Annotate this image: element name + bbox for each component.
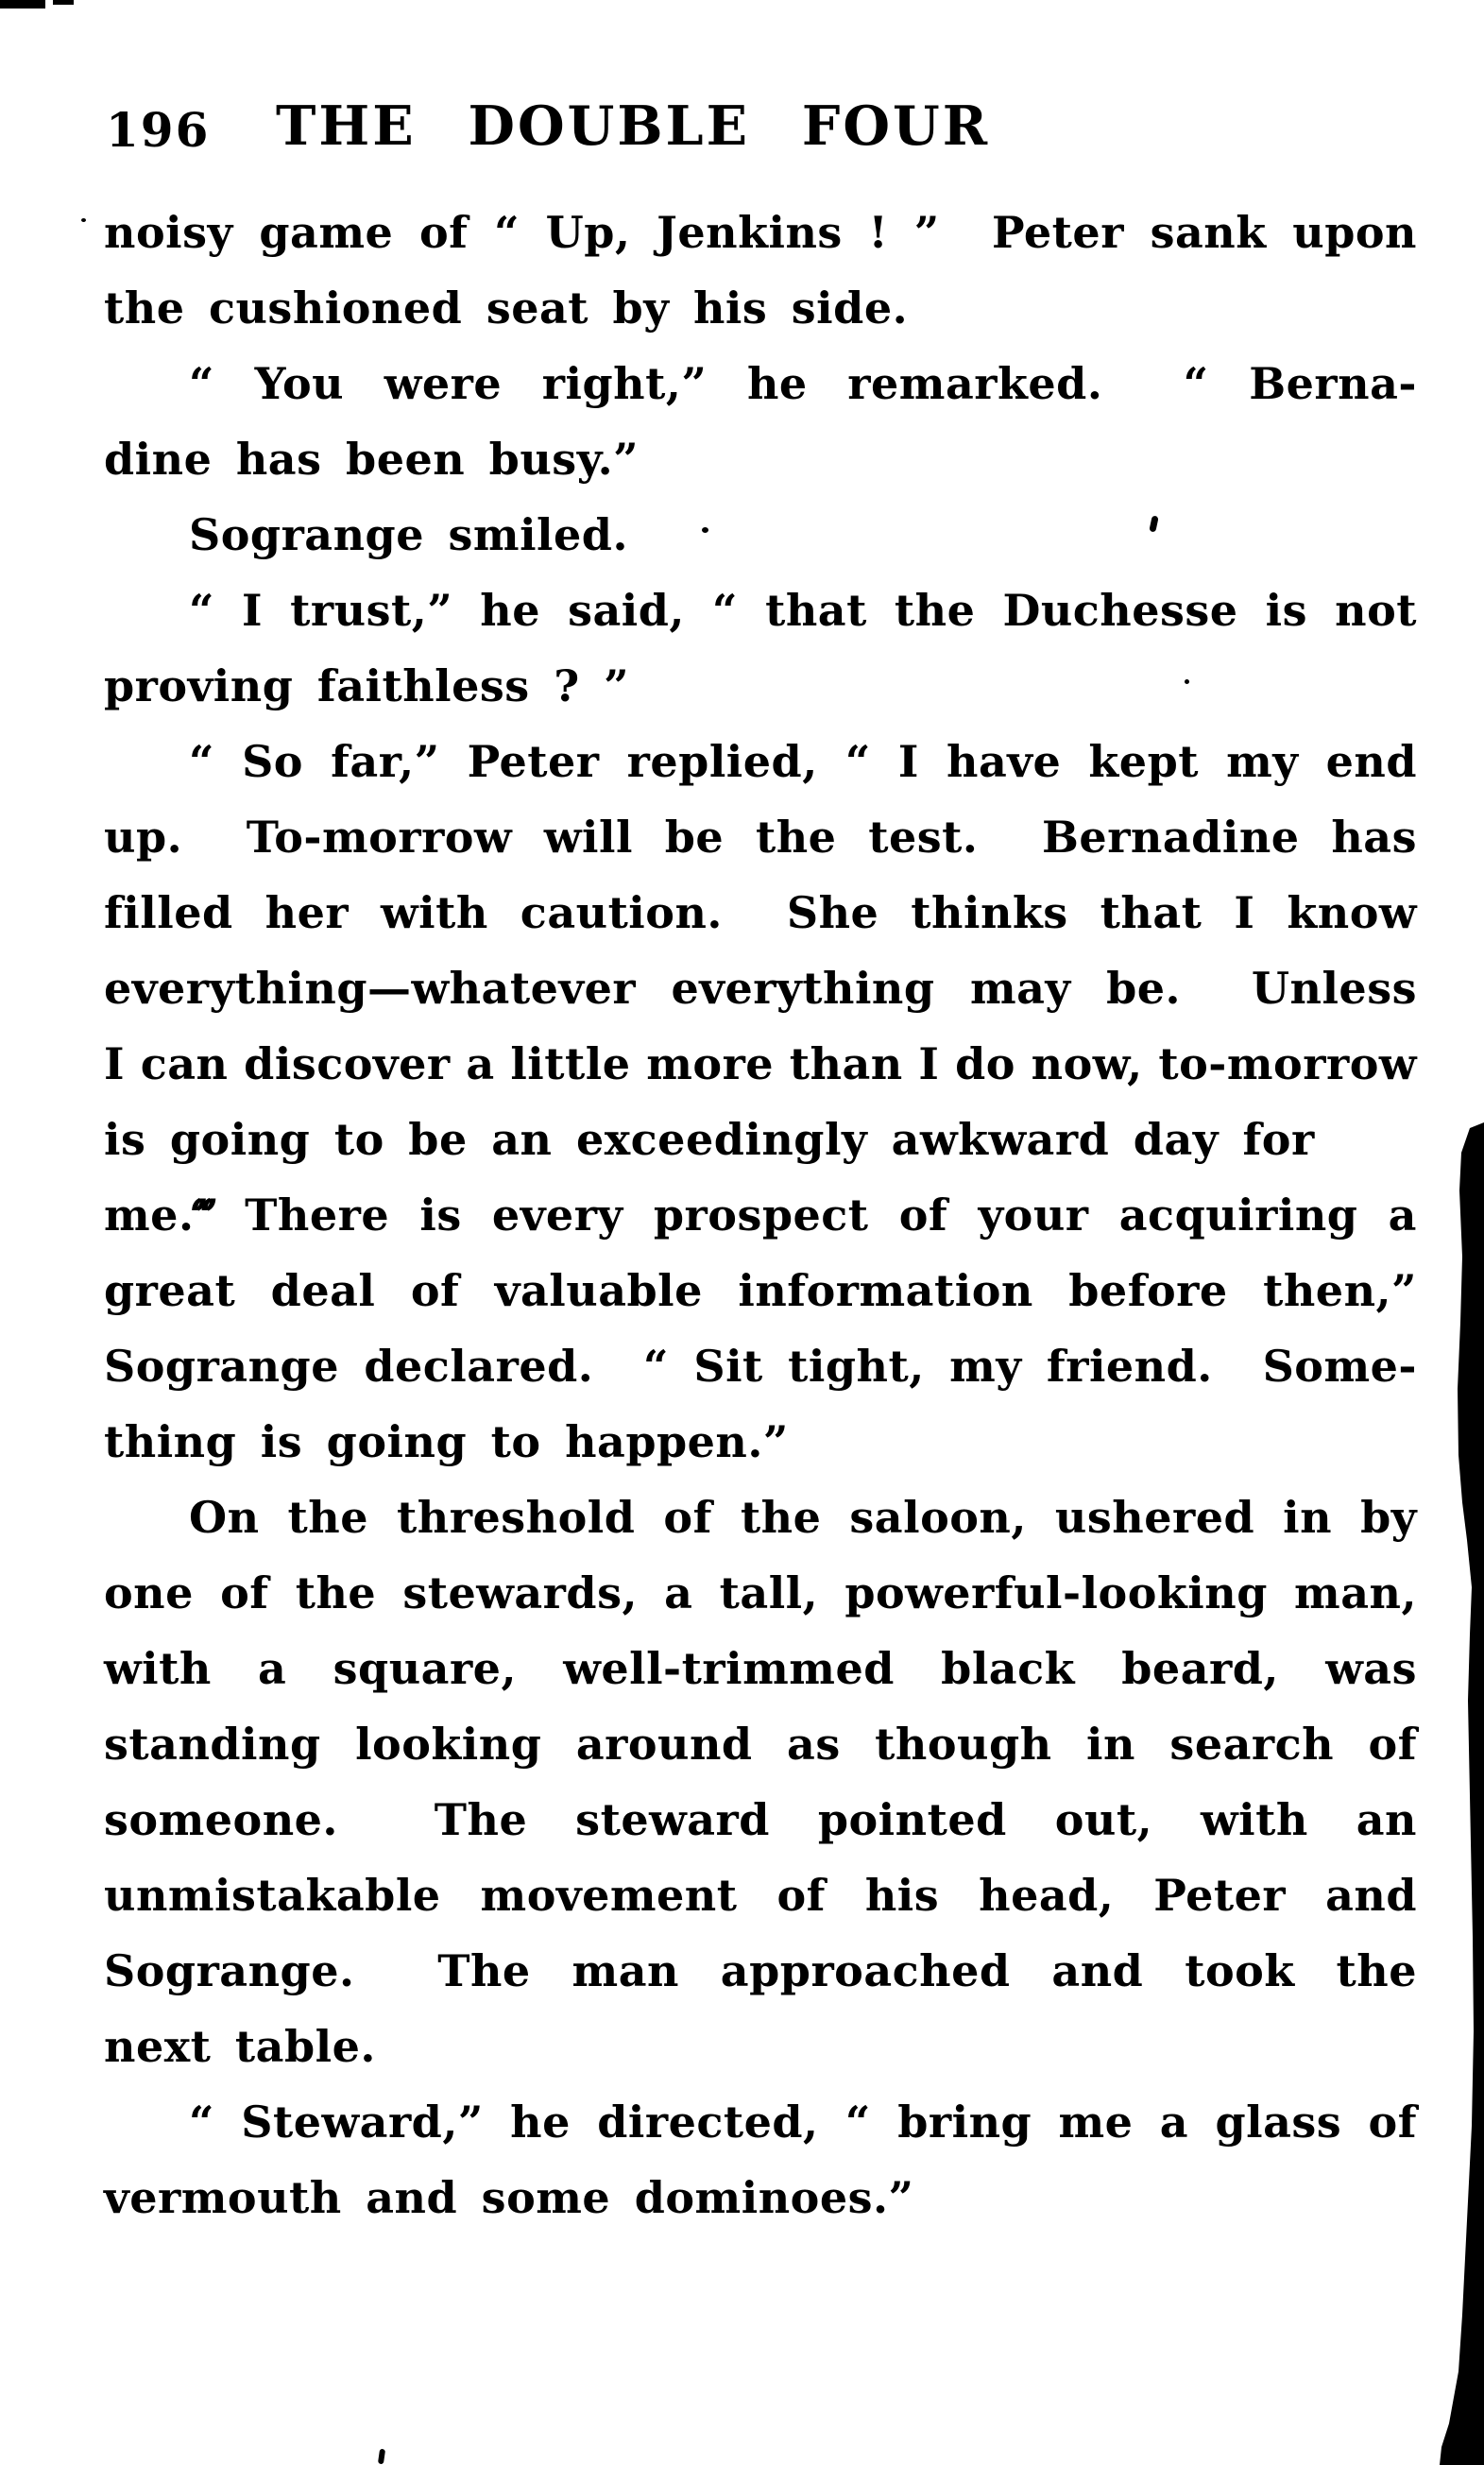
text-line: proving faithless ? ” — [104, 660, 630, 711]
text-line: Sogrange. The man approached and took the — [104, 1945, 1417, 1996]
scan-speck-top-edge-left — [0, 0, 45, 9]
text-line: one of the stewards, a tall, powerful-looking man, — [104, 1567, 1417, 1618]
page-text — [104, 195, 1417, 2235]
text-line: On the threshold of the saloon, ushered in by — [189, 1492, 1417, 1543]
text-line: unmistakable movement of his head, Peter and — [104, 1870, 1417, 1921]
text-line: great deal of valuable information before then,” — [104, 1265, 1417, 1316]
text-line: with a square, well-trimmed black beard, was — [104, 1643, 1417, 1694]
scan-speck-left-margin — [81, 218, 86, 222]
scan-speck-right-margin — [1185, 679, 1189, 684]
scan-speck-after-smiled — [702, 527, 708, 533]
text-line: “ So far,” Peter replied, “ I have kept my end — [189, 736, 1417, 787]
text-line: noisy game of “ Up, Jenkins ! ” Peter sank upon — [104, 207, 1417, 258]
text-line: standing looking around as though in search of — [104, 1719, 1417, 1770]
text-line: “ Steward,” he directed, “ bring me a glass of — [189, 2097, 1417, 2148]
running-title: THE DOUBLE FOUR — [276, 94, 991, 158]
text-line: up. To-morrow will be the test. Bernadine has — [104, 812, 1417, 863]
text-line: “ I trust,” he said, “ that the Duchesse is not — [189, 585, 1417, 636]
text-line: Sogrange declared. “ Sit tight, my friend. Some- — [104, 1341, 1417, 1392]
page-number: 196 — [106, 102, 211, 158]
text-line: Sogrange smiled. — [189, 509, 628, 560]
text-line: dine has been busy.” — [104, 434, 640, 485]
text-line: “ There is every prospect of your acquiring a — [189, 1190, 1417, 1241]
scan-speck-bottom-tick — [378, 2449, 385, 2465]
scan-speck-top-edge-left2 — [53, 0, 74, 5]
text-line: the cushioned seat by his side. — [104, 282, 909, 334]
text-line: thing is going to happen.” — [104, 1416, 789, 1467]
text-line: next table. — [104, 2021, 376, 2072]
text-line: everything—whatever everything may be. Unless — [104, 963, 1417, 1014]
text-line: filled her with caution. She thinks that I know — [104, 887, 1417, 938]
text-line: I can discover a little more than I do now, to-morrow — [104, 1038, 1417, 1089]
text-line: someone. The steward pointed out, with an — [104, 1794, 1417, 1845]
scan-streak-right-edge — [1407, 1087, 1484, 2465]
text-line: “ You were right,” he remarked. “ Berna- — [189, 358, 1417, 409]
text-line: is going to be an exceedingly awkward day for me.” — [104, 1114, 1339, 1241]
text-line: vermouth and some dominoes.” — [104, 2172, 914, 2223]
